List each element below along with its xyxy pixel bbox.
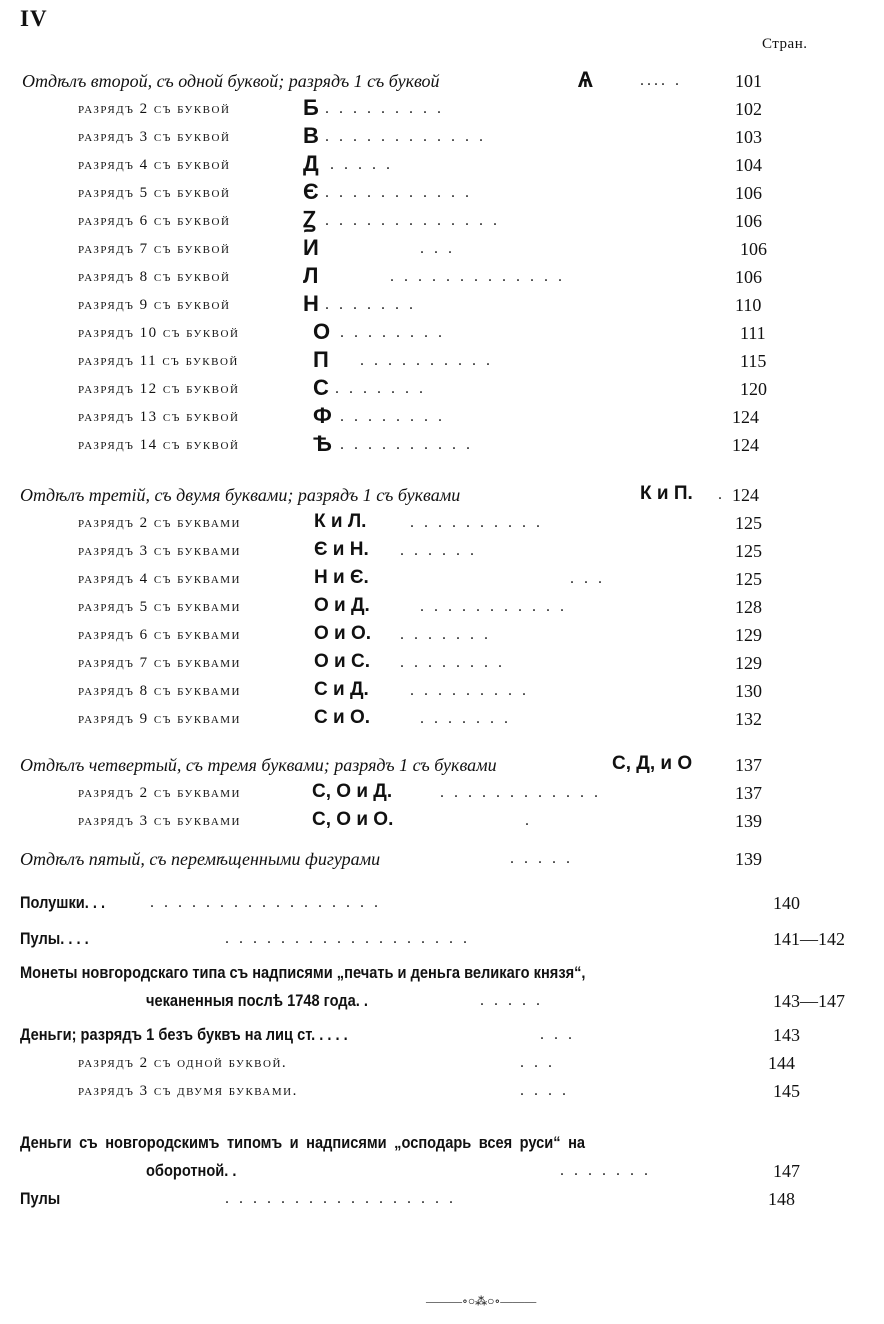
toc-entry: [0, 846, 884, 872]
entry-leader: . . . . . . .: [420, 710, 511, 727]
entry-leader: . . .: [520, 1054, 555, 1071]
entry-letters: К и Л.: [314, 511, 367, 532]
toc-entry: [0, 650, 884, 676]
entry-page: 110: [735, 295, 762, 315]
entry-label: Отдѣлъ пятый, съ перемѣщенными фигурами: [20, 849, 381, 869]
toc-entry: [0, 988, 884, 1014]
entry-label: разрядъ 2 съ буквами: [78, 785, 241, 801]
entry-letters: В: [303, 123, 319, 148]
entry-label: разрядъ 3 съ двумя буквами.: [78, 1083, 298, 1099]
toc-entry: [0, 348, 884, 374]
entry-label: Пулы. . . .: [20, 929, 89, 948]
toc-entry: [0, 124, 884, 150]
entry-label: разрядъ 6 съ буквами: [78, 627, 241, 643]
toc-entry: [0, 678, 884, 704]
toc-entry: [0, 752, 884, 778]
entry-letters: Н: [303, 291, 319, 316]
entry-page: 144: [768, 1053, 795, 1073]
entry-label: Полушки. . .: [20, 893, 106, 912]
entry-label: Монеты новгородскаго типа съ надписями „печать и деньга великаго князя“,: [20, 963, 586, 982]
toc-entry: [0, 404, 884, 430]
entry-label: Пулы: [20, 1189, 61, 1208]
entry-leader: . . . . .: [480, 992, 543, 1009]
entry-letters: Є: [303, 179, 319, 204]
entry-page: 148: [768, 1189, 795, 1209]
toc-entry: [0, 1158, 884, 1184]
entry-page: 106: [735, 211, 762, 231]
entry-letters: Л: [303, 263, 319, 288]
entry-leader: . . . . . . .: [335, 380, 426, 397]
entry-letters: Ꙁ: [303, 207, 316, 232]
entry-letters: Н и Є.: [314, 567, 369, 588]
entry-page: 125: [735, 569, 762, 589]
entry-page: 137: [735, 783, 762, 803]
entry-letters: С, Д, и О: [612, 753, 693, 774]
entry-leader: . . . . . . . . . . .: [420, 598, 567, 615]
entry-page: 106: [740, 239, 767, 259]
entry-label: разрядъ 14 съ буквой: [78, 437, 240, 453]
entry-page: 129: [735, 625, 762, 645]
toc-entry: [0, 780, 884, 806]
entry-leader: . . .: [570, 570, 605, 587]
entry-letters: Ф: [313, 403, 332, 428]
entry-leader: .: [525, 812, 532, 829]
entry-label: разрядъ 11 съ буквой: [78, 353, 239, 369]
entry-page: 125: [735, 541, 762, 561]
toc-entry: [0, 292, 884, 318]
entry-page: 143—147: [773, 991, 845, 1011]
entry-page: 129: [735, 653, 762, 673]
entry-label: разрядъ 3 съ буквами: [78, 813, 241, 829]
entry-label: разрядъ 9 съ буквами: [78, 711, 241, 727]
entry-label: разрядъ 4 съ буквой: [78, 157, 231, 173]
entry-leader: . . . . . . . . . . . .: [440, 784, 601, 801]
entry-leader: . . . . . . . .: [400, 654, 505, 671]
entry-leader: . . . . . . . . . . . .: [325, 128, 486, 145]
entry-letters: И: [303, 235, 319, 260]
toc-entry: [0, 1186, 884, 1212]
toc-entry: [0, 538, 884, 564]
entry-leader: . . . .: [520, 1082, 569, 1099]
entry-page: 143: [773, 1025, 800, 1045]
entry-page: 139: [735, 849, 762, 869]
entry-letters: Ѧ: [578, 67, 593, 92]
entry-page: 103: [735, 127, 762, 147]
toc-entry: [0, 208, 884, 234]
toc-entry: [0, 68, 884, 94]
entry-label: разрядъ 13 съ буквой: [78, 409, 240, 425]
entry-page: 104: [735, 155, 762, 175]
entry-label: разрядъ 3 съ буквой: [78, 129, 231, 145]
entry-letters: С, О и Д.: [312, 781, 393, 802]
entry-page: 147: [773, 1161, 800, 1181]
entry-leader: . . . . . . . . . .: [360, 352, 493, 369]
entry-page: 139: [735, 811, 762, 831]
entry-label: разрядъ 5 съ буквами: [78, 599, 241, 615]
entry-letters: К и П.: [640, 483, 693, 504]
toc-entry: [0, 482, 884, 508]
entry-leader: . . . . .: [510, 850, 573, 867]
entry-label: разрядъ 7 съ буквами: [78, 655, 241, 671]
toc-entry: [0, 890, 884, 916]
entry-page: 145: [773, 1081, 800, 1101]
toc-entry: [0, 926, 884, 952]
entry-label: разрядъ 5 съ буквой: [78, 185, 231, 201]
entry-leader: . . . . . . . . . . .: [325, 184, 472, 201]
entry-letters: С и Д.: [314, 679, 369, 700]
entry-letters: Є и Н.: [314, 539, 369, 560]
entry-letters: С: [313, 375, 329, 400]
entry-page: 106: [735, 183, 762, 203]
entry-page: 140: [773, 893, 800, 913]
page-number: IV: [20, 6, 48, 31]
entry-leader: . . . . . . .: [400, 626, 491, 643]
entry-leader: .... .: [640, 72, 682, 89]
entry-label: разрядъ 10 съ буквой: [78, 325, 240, 341]
toc-entry: [0, 376, 884, 402]
entry-leader: . . . . . .: [400, 542, 477, 559]
entry-label: разрядъ 9 съ буквой: [78, 297, 231, 313]
toc-entry: [0, 622, 884, 648]
toc-entry: [0, 1130, 884, 1156]
entry-label: Деньги; разрядъ 1 безъ буквъ на лиц ст. . . . .: [20, 1025, 348, 1044]
entry-letters: О и О.: [314, 623, 372, 644]
entry-leader: . . . . . . . . . .: [410, 514, 543, 531]
entry-leader: . . . . . . . . . . . . .: [325, 212, 500, 229]
ornament-divider: ———∘○⁂○∘———: [426, 1294, 537, 1308]
entry-label: разрядъ 8 съ буквами: [78, 683, 241, 699]
entry-leader: . . . . . . . . .: [325, 100, 444, 117]
entry-letters: С и О.: [314, 707, 371, 728]
page-column-header: Стран.: [762, 36, 808, 52]
entry-leader: . . .: [420, 240, 455, 257]
toc-entry: [0, 566, 884, 592]
toc-entry: [0, 510, 884, 536]
entry-letters: О и С.: [314, 651, 371, 672]
entry-page: 101: [735, 71, 762, 91]
entry-label: чеканенныя послѣ 1748 года. .: [146, 991, 368, 1010]
entry-label: разрядъ 4 съ буквами: [78, 571, 241, 587]
entry-page: 115: [740, 351, 767, 371]
toc-entry: [0, 706, 884, 732]
entry-page: 141—142: [773, 929, 845, 949]
toc-entry: [0, 152, 884, 178]
entry-leader: . . . . . . . . . . . . .: [390, 268, 565, 285]
entry-label: разрядъ 8 съ буквой: [78, 269, 231, 285]
entry-page: 124: [732, 485, 759, 505]
entry-page: 111: [740, 323, 766, 343]
entry-label: Деньги съ новгородскимъ типомъ и надписями „осподарь всея руси“ на: [20, 1133, 586, 1152]
entry-page: 128: [735, 597, 762, 617]
entry-label: разрядъ 2 съ одной буквой.: [78, 1055, 288, 1071]
entry-letters: Д: [303, 151, 319, 176]
toc-entry: [0, 1022, 884, 1048]
toc-entry: [0, 180, 884, 206]
entry-leader: . . . . . . . . . . . . . . . . .: [150, 894, 381, 911]
entry-letters: О и Д.: [314, 595, 370, 616]
entry-page: 120: [740, 379, 767, 399]
entry-page: 106: [735, 267, 762, 287]
toc-entry: [0, 1050, 884, 1076]
entry-leader: . . . . . . . .: [340, 324, 445, 341]
entry-leader: . . . . . . . . .: [410, 682, 529, 699]
entry-leader: . . . . . . . . . . . . . . . . . .: [225, 930, 470, 947]
toc-entry: [0, 264, 884, 290]
entry-label: разрядъ 12 съ буквой: [78, 381, 240, 397]
entry-label: разрядъ 7 съ буквой: [78, 241, 231, 257]
toc-entry: [0, 236, 884, 262]
entry-letters: Ѣ: [313, 431, 333, 456]
entry-page: 125: [735, 513, 762, 533]
entry-leader: . . . . . . . .: [340, 408, 445, 425]
entry-label: разрядъ 2 съ буквой: [78, 101, 231, 117]
toc-entry: [0, 808, 884, 834]
entry-leader: . . . . . . .: [325, 296, 416, 313]
toc-entry: [0, 1078, 884, 1104]
entry-label: Отдѣлъ третій, съ двумя буквами; разрядъ 1 съ буквами: [20, 485, 461, 505]
entry-leader: . . . . . . .: [560, 1162, 651, 1179]
entry-page: 124: [732, 407, 759, 427]
entry-letters: С, О и О.: [312, 809, 394, 830]
toc-entry: [0, 320, 884, 346]
entry-leader: .: [718, 486, 725, 503]
entry-letters: Б: [303, 95, 319, 120]
entry-page: 137: [735, 755, 762, 775]
entry-page: 130: [735, 681, 762, 701]
entry-leader: . . . . . . . . . .: [340, 436, 473, 453]
toc-entry: [0, 432, 884, 458]
entry-label: разрядъ 2 съ буквами: [78, 515, 241, 531]
entry-letters: О: [313, 319, 331, 344]
entry-page: 102: [735, 99, 762, 119]
entry-leader: . . .: [540, 1026, 575, 1043]
toc-entry: [0, 594, 884, 620]
toc-entry: [0, 960, 884, 986]
entry-leader: . . . . .: [330, 156, 393, 173]
entry-label: оборотной. .: [146, 1161, 237, 1180]
toc-entry: [0, 96, 884, 122]
entry-page: 124: [732, 435, 759, 455]
entry-page: 132: [735, 709, 762, 729]
entry-label: разрядъ 3 съ буквами: [78, 543, 241, 559]
entry-letters: П: [313, 347, 329, 372]
entry-label: Отдѣлъ второй, съ одной буквой; разрядъ 1 съ буквой: [22, 71, 440, 91]
entry-label: разрядъ 6 съ буквой: [78, 213, 231, 229]
entry-leader: . . . . . . . . . . . . . . . . .: [225, 1190, 456, 1207]
entry-label: Отдѣлъ четвертый, съ тремя буквами; разрядъ 1 съ буквами: [20, 755, 497, 775]
